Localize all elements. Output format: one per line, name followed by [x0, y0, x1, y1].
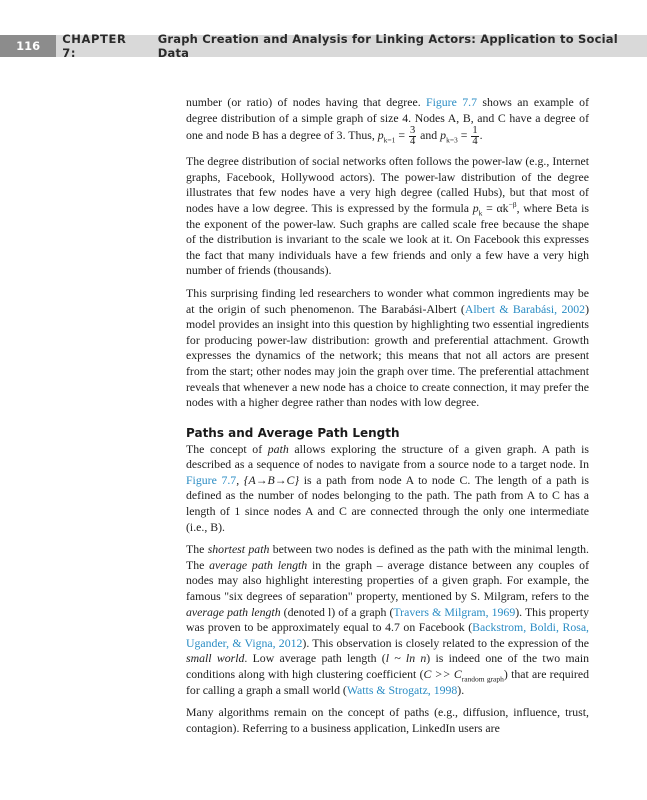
formula-var: p [472, 200, 479, 215]
paragraph-power-law: The degree distribution of social networks often follows the power-law (e.g., Internet graphs, Facebook, Hollywood actors). The power-law distribution of the degree illustrates that few nodes have a very high degree (called Hubs), but that most of nodes have a low degree. This is expressed by the formula $p_k = \alpha k^{-\beta}$, where Beta is the exponent of the power-law. Such graphs are called scale free because the shape of the distribution is invariant to the scale we look at it. On Facebook this expresses the fact that many individuals have a few friends and only a few have a very high number of friends (thousands). [186, 154, 589, 278]
emphasis: average path length [209, 557, 308, 572]
page-number: 116 [0, 35, 56, 57]
section-heading: Paths and Average Path Length [186, 425, 400, 440]
chapter-label: CHAPTER 7: [62, 32, 127, 60]
running-header [0, 32, 647, 60]
paragraph-shortest-path: The shortest path between two nodes is defined as the path with the minimal length. The average path length in the graph – average distance between any couples of nodes may also highlight interesting properties of a given graph. For example, the famous "six degrees of separation" property, mentioned by S. Milgram, refers to the average path length (denoted l) of a graph (Travers & Milgram, 1969). This property was proven to be approximately equal to 4.7 on Facebook (Backstrom, Boldi, Rosa, Ugander, & Vigna, 2012). This observation is closely related to the expression of the small world. Low average path length (l ~ ln n) is indeed one of the two main conditions along with high clustering coefficient $(C >> C_{random graph})$ that are required for calling a graph a small world (Watts & Strogatz, 1998). [186, 542, 589, 697]
math-inline: l ~ ln n [385, 651, 427, 666]
citation-link[interactable]: Travers & Milgram, 1969 [393, 604, 516, 619]
emphasis: shortest path [207, 542, 270, 557]
paragraph-path-concept: The concept of path allows exploring the structure of a given graph. A path is described as a sequence of nodes to navigate from a source node to a target node. In Figure 7.7, {A→B→C} is a path from node A to node C. The length of a path is defined as the number of nodes belonging to the path. The path from A to C has a length of 1 since nodes A and C are connected through the only one intermediate (i.e., B). [186, 441, 589, 534]
page-body [186, 95, 589, 736]
figure-link[interactable]: Figure 7.7 [426, 95, 477, 109]
emphasis: average path length [186, 604, 281, 619]
figure-link[interactable]: Figure 7.7 [186, 472, 237, 487]
math-var: p [377, 128, 384, 143]
math-path: {A→B→C} [243, 472, 300, 487]
paragraph-barabasi-albert: This surprising finding led researchers to wonder what common ingredients may be at the origin of such phenomenon. The Barabási-Albert (Albert & Barabási, 2002) model provides an insight into this question by highlighting two essential ingredients for producing power-law distribution: growth and preferential attachment. Growth expresses the dynamics of the network; this means that not all actors are present from the start; other nodes may join the graph over time. The preferential attachment reveals that whenever a new node has a choice to create connection, it may prefer the nodes with a higher degree rather than nodes with low degree. [186, 285, 589, 410]
citation-link[interactable]: Albert & Barabási, 2002 [464, 301, 586, 316]
formula-rhs: = αk [482, 200, 509, 215]
paragraph-algorithms: Many algorithms remain on the concept of paths (e.g., diffusion, influence, trust, contagion). Referring to a business application, LinkedIn users are [186, 705, 589, 735]
chapter-title: Graph Creation and Analysis for Linking Actors: Application to Social Data [157, 32, 618, 60]
emphasis: path [267, 441, 289, 456]
fraction: $\frac{1}{4}$ [472, 125, 478, 148]
fraction: $\frac{3}{4}$ [409, 125, 416, 148]
citation-link[interactable]: Backstrom, Boldi, Rosa, Ugander, & Vigna, 2012 [186, 620, 589, 650]
citation-link[interactable]: Watts & Strogatz, 1998 [346, 682, 458, 697]
math-var: p [440, 128, 447, 143]
emphasis: small world [186, 651, 245, 666]
paragraph-degree-distribution: number (or ratio) of nodes having that degree. Figure 7.7 shows an example of degree distribution of a simple graph of size 4. Nodes A, B, and C have a degree of one and node B has a degree of 3. Thus, $p_{k=1}$ = $\frac{3}{4}$ and $p_{k=3}$ = $\frac{1}{4}$ . [186, 95, 590, 148]
math-inline: C >> C [423, 667, 462, 681]
